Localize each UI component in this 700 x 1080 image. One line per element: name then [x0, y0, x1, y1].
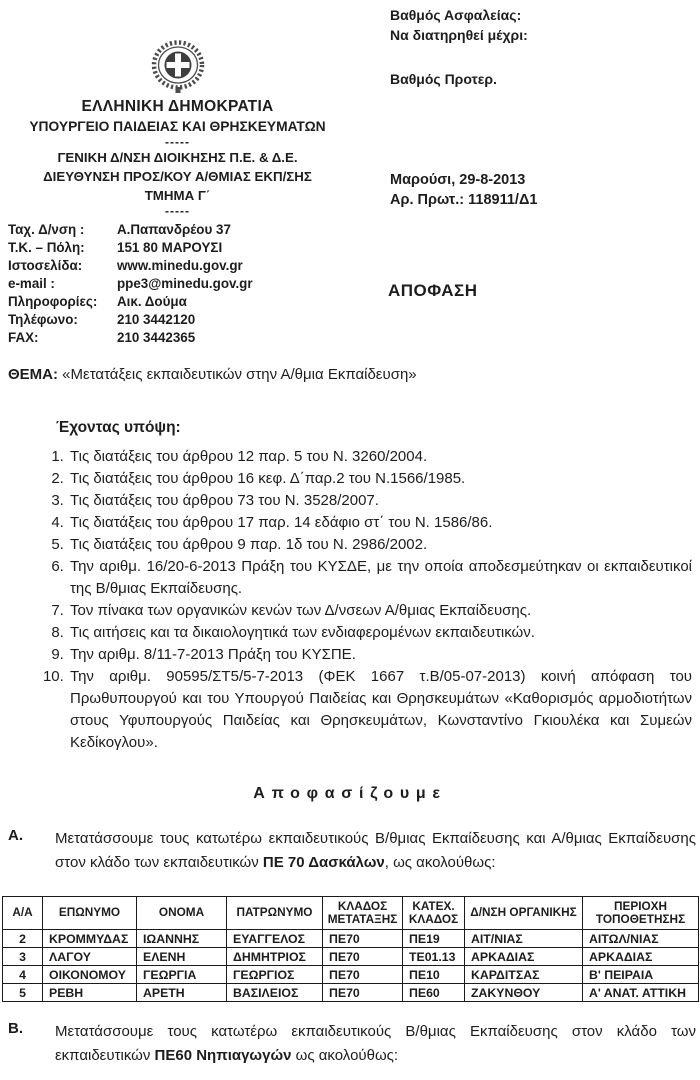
table-cell: ΕΥΑΓΓΕΛΟΣ: [227, 930, 323, 948]
contact-value: ppe3@minedu.gov.gr: [117, 276, 253, 291]
decide-heading: Αποφασίζουμε: [253, 785, 447, 802]
table-cell: ΖΑΚΥΝΘΟΥ: [465, 984, 583, 1002]
considering-item-2: 2. Τις διατάξεις του άρθρου 16 κεφ. Δ΄παρ.2 του Ν.1566/1985.: [68, 468, 692, 490]
table-row: [3, 984, 699, 1002]
considering-item-7: 7. Τον πίνακα των οργανικών κενών των Δ/νσεων Α/θμιας Εκπαίδευσης.: [68, 600, 692, 622]
table-cell: ΙΩΑΝΝΗΣ: [137, 930, 227, 948]
col-header-placement: ΠΕΡΙΟΧΗ ΤΟΠΟΘΕΤΗΣΗΣ: [583, 897, 699, 930]
subject-text: «Μετατάξεις εκπαιδευτικών στην Α/θμια Εκπαίδευση»: [62, 366, 417, 383]
table-cell: ΑΡΚΑΔΙΑΣ: [583, 948, 699, 966]
transfers-table-wrap: [2, 896, 698, 1002]
col-header-aa: Α/Α: [3, 897, 43, 930]
table-cell: ΠΕ19: [403, 930, 465, 948]
table-row: [3, 930, 699, 948]
section-b-text-start: Μετατάσσουμε τους κατωτέρω εκπαιδευτικούς Β/θμιας Εκπαίδευσης στον κλάδο των εκπαιδευτικών: [55, 1023, 696, 1064]
table-cell: ΤΕ01.13: [403, 948, 465, 966]
table-cell: ΚΑΡΔΙΤΣΑΣ: [465, 966, 583, 984]
contact-label: Τηλέφωνο:: [8, 312, 78, 327]
republic-title: ΕΛΛΗΝΙΚΗ ΔΗΜΟΚΡΑΤΙΑ: [81, 98, 274, 115]
section-b-text: [55, 1020, 696, 1068]
considering-item-6: 6. Την αριθμ. 16/20-6-2013 Πράξη του ΚΥΣΔΕ, με την οποία αποδεσμεύτηκαν οι εκπαιδευτικοί της Β/θμιας Εκπαίδευσης.: [68, 556, 692, 600]
col-header-patronym: ΠΑΤΡΩΝΥΜΟ: [227, 897, 323, 930]
contact-value: 151 80 ΜΑΡΟΥΣΙ: [117, 240, 223, 255]
contact-value: Αικ. Δούμα: [117, 294, 187, 309]
table-cell: Α' ΑΝΑΤ. ΑΤΤΙΚΗ: [583, 984, 699, 1002]
table-cell: 5: [3, 984, 43, 1002]
table-cell: ΓΕΩΡΓΙΟΣ: [227, 966, 323, 984]
place-date: Μαρούσι, 29-8-2013: [390, 172, 526, 188]
table-row: [3, 966, 699, 984]
table-cell: ΠΕ10: [403, 966, 465, 984]
contact-label: FAX:: [8, 330, 39, 345]
considering-item-3: 3. Τις διατάξεις του άρθρου 73 του Ν. 3528/2007.: [68, 490, 692, 512]
contact-value: 210 3442365: [117, 330, 196, 345]
table-cell: ΟΙΚΟΝΟΜΟΥ: [43, 966, 137, 984]
contact-label: Ιστοσελίδα:: [8, 258, 83, 273]
section-b: [8, 1020, 696, 1068]
directorate: ΔΙΕΥΘΥΝΣΗ ΠΡΟΣ/ΚΟΥ Α/ΘΜΙΑΣ ΕΚΠ/ΣΗΣ: [43, 169, 312, 184]
section-a-text-end: , ως ακολούθως:: [384, 854, 496, 871]
transfers-table: [2, 896, 699, 1002]
considering-item-10: 10. Την αριθμ. 90595/ΣΤ5/5-7-2013 (ΦΕΚ 1667 τ.Β/05-07-2013) κοινή απόφαση του Πρωθυπουργού και του Υπουργού Παιδείας και Θρησκευμάτων «Καθορισμός αρμοδιοτήτων στους Υφυπουργούς Παιδείας και Θρησκευμάτων, Κωνσταντίνο Γκιουλέκα και Συμεών Κεδίκογλου».: [68, 666, 692, 754]
table-cell: ΛΑΓΟΥ: [43, 948, 137, 966]
table-cell: ΕΛΕΝΗ: [137, 948, 227, 966]
general-directorate: ΓΕΝΙΚΗ Δ/ΝΣΗ ΔΙΟΙΚΗΣΗΣ Π.Ε. & Δ.Ε.: [57, 150, 298, 165]
col-header-name: ΟΝΟΜΑ: [137, 897, 227, 930]
department: ΤΜΗΜΑ Γ΄: [144, 188, 211, 203]
contact-value: Α.Παπανδρέου 37: [117, 222, 231, 237]
subject-line: [8, 366, 696, 383]
table-cell: 3: [3, 948, 43, 966]
header-divider: -----: [165, 135, 190, 149]
section-b-text-end: ως ακολούθως:: [291, 1047, 399, 1064]
contact-value: www.minedu.gov.gr: [117, 258, 243, 273]
table-cell: 2: [3, 930, 43, 948]
security-level-label: Βαθμός Ασφαλείας:: [390, 7, 522, 23]
considering-item-8: 8. Τις αιτήσεις και τα δικαιολογητικά των ενδιαφερομένων εκπαιδευτικών.: [68, 622, 692, 644]
considering-item-4: 4. Τις διατάξεις του άρθρου 17 παρ. 14 εδάφιο στ΄ του Ν. 1586/86.: [68, 512, 692, 534]
retain-until-label: Να διατηρηθεί μέχρι:: [390, 27, 528, 43]
contact-row: [8, 221, 253, 239]
col-header-directorate: Δ/ΝΣΗ ΟΡΓΑΝΙΚΗΣ: [465, 897, 583, 930]
col-header-surname: ΕΠΩΝΥΜΟ: [43, 897, 137, 930]
decision-title: ΑΠΟΦΑΣΗ: [388, 281, 478, 300]
section-a: [8, 827, 696, 875]
col-header-held-branch: ΚΑΤΕΧ. ΚΛΑΔΟΣ: [403, 897, 465, 930]
table-cell: ΑΙΤ/ΝΙΑΣ: [465, 930, 583, 948]
considering-list: [40, 446, 692, 754]
subject-label: ΘΕΜΑ:: [8, 366, 58, 383]
protocol-block: [390, 170, 537, 210]
greek-emblem-icon: [146, 38, 210, 94]
table-header-row: [3, 897, 699, 930]
table-cell: ΠΕ70: [323, 966, 403, 984]
section-a-text: [55, 827, 696, 875]
contact-row: [8, 275, 253, 293]
table-cell: ΓΕΩΡΓΙΑ: [137, 966, 227, 984]
section-b-text-bold: ΠΕ60 Νηπιαγωγών: [154, 1047, 292, 1064]
table-cell: ΑΡΕΤΗ: [137, 984, 227, 1002]
contact-row: [8, 329, 253, 347]
section-a-text-start: Μετατάσσουμε τους κατωτέρω εκπαιδευτικούς Β/θμιας Εκπαίδευσης και Α/θμιας Εκπαίδευσης στον κλάδο των εκπαιδευτικών: [55, 830, 696, 871]
contact-label: e-mail :: [8, 276, 55, 291]
table-cell: ΠΕ60: [403, 984, 465, 1002]
protocol-number: Αρ. Πρωτ.: 118911/Δ1: [390, 192, 538, 208]
section-a-label: Α.: [8, 827, 23, 844]
considering-heading: Έχοντας υπόψη:: [56, 419, 181, 436]
considering-item-9: 9. Την αριθμ. 8/11-7-2013 Πράξη του ΚΥΣΠΕ.: [68, 644, 692, 666]
contact-row: [8, 257, 253, 275]
table-cell: ΠΕ70: [323, 930, 403, 948]
table-cell: ΑΡΚΑΔΙΑΣ: [465, 948, 583, 966]
priority-label: Βαθμός Προτερ.: [390, 71, 497, 87]
contact-row: [8, 239, 253, 257]
ministry-title: ΥΠΟΥΡΓΕΙΟ ΠΑΙΔΕΙΑΣ ΚΑΙ ΘΡΗΣΚΕΥΜΑΤΩΝ: [29, 119, 326, 134]
col-header-new-branch: ΚΛΑΔΟΣ ΜΕΤΑΤΑΞΗΣ: [323, 897, 403, 930]
contact-label: Τ.Κ. – Πόλη:: [8, 240, 85, 255]
contact-label: Πληροφορίες:: [8, 294, 98, 309]
table-cell: ΡΕΒΗ: [43, 984, 137, 1002]
government-header: [5, 38, 350, 217]
section-b-label: Β.: [8, 1020, 23, 1037]
table-cell: ΒΑΣΙΛΕΙΟΣ: [227, 984, 323, 1002]
considering-item-1: 1. Τις διατάξεις του άρθρου 12 παρ. 5 του Ν. 3260/2004.: [68, 446, 692, 468]
table-cell: ΠΕ70: [323, 948, 403, 966]
considering-item-5: 5. Τις διατάξεις του άρθρου 9 παρ. 1δ του Ν. 2986/2002.: [68, 534, 692, 556]
table-cell: 4: [3, 966, 43, 984]
header-divider: -----: [165, 204, 190, 218]
table-cell: ΚΡΟΜΜΥΔΑΣ: [43, 930, 137, 948]
table-cell: ΑΙΤΩΛ/ΝΙΑΣ: [583, 930, 699, 948]
contact-label: Ταχ. Δ/νση :: [8, 222, 85, 237]
contact-block: [8, 221, 253, 347]
table-cell: Β' ΠΕΙΡΑΙΑ: [583, 966, 699, 984]
table-row: [3, 948, 699, 966]
section-a-text-bold: ΠΕ 70 Δασκάλων: [262, 854, 385, 871]
classification-block: [390, 5, 528, 45]
table-cell: ΠΕ70: [323, 984, 403, 1002]
contact-row: [8, 311, 253, 329]
contact-row: [8, 293, 253, 311]
contact-value: 210 3442120: [117, 312, 196, 327]
table-cell: ΔΗΜΗΤΡΙΟΣ: [227, 948, 323, 966]
